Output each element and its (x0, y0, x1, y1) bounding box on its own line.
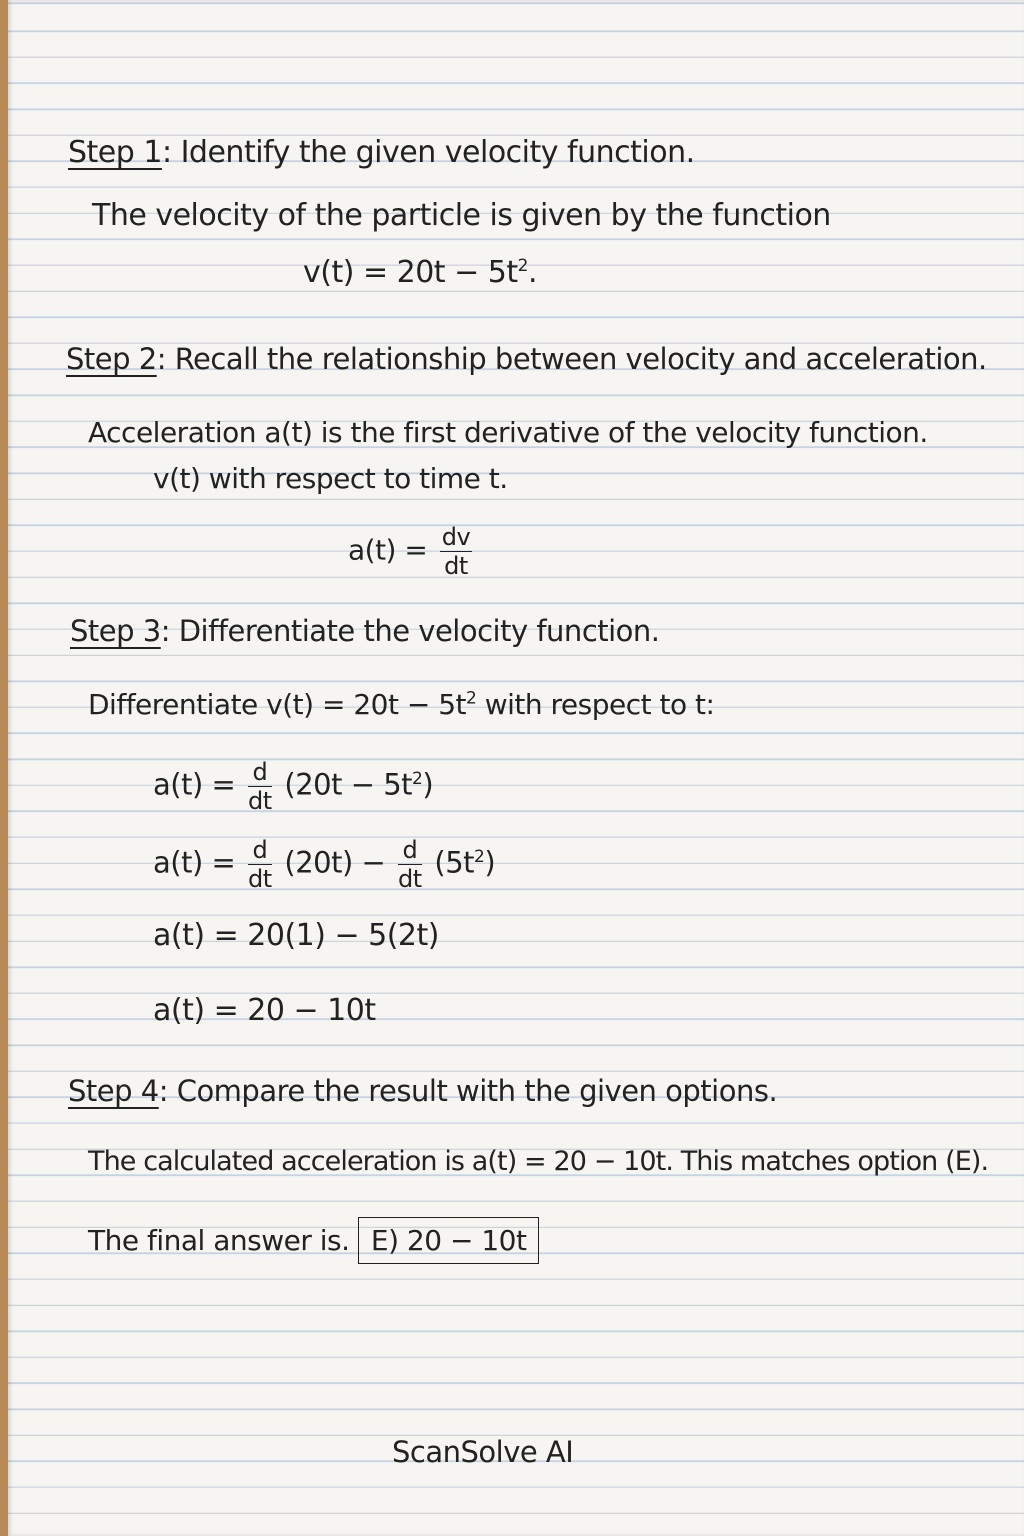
final-answer-box: E) 20 − 10t (358, 1217, 540, 1264)
final-answer-line (88, 1224, 539, 1257)
derivative-step-2: a(t) = $\frac{d}{dt}$ (20t) − $\frac{d}{dt}$ $(5t^2)$ (153, 836, 496, 893)
step4-label: Step 4 (68, 1074, 159, 1108)
step1-text: The velocity of the particle is given by the function (92, 198, 831, 233)
derivative-fraction: $\frac{dv}{dt}$ (441, 523, 471, 580)
step4-heading-text: : Compare the result with the given options. (158, 1074, 778, 1108)
step1-label: Step 1 (68, 135, 162, 170)
step2-heading (66, 342, 987, 376)
notebook-page (8, 0, 1024, 1536)
step1-heading (68, 135, 695, 170)
step2-text-line1: Acceleration a(t) is the first derivative of the velocity function. (88, 416, 928, 449)
step2-heading-text: : Recall the relationship between velocity and acceleration. (156, 342, 987, 376)
step2-label: Step 2 (66, 342, 157, 376)
step1-heading-text: : Identify the given velocity function. (161, 135, 695, 170)
derivative-step-3: a(t) = 20(1) − 5(2t) (153, 918, 439, 953)
step4-text: The calculated acceleration is a(t) = 20 − 10t. This matches option (E). (88, 1146, 989, 1177)
derivative-step-1: a(t) = $\frac{d}{dt}$ $(20t - 5t^2)$ (153, 758, 434, 815)
step3-heading (70, 614, 660, 648)
step3-label: Step 3 (70, 614, 161, 648)
step2-text-line2: v(t) with respect to time t. (153, 462, 508, 495)
derivative-result: a(t) = 20 − 10t (153, 993, 376, 1028)
velocity-equation: $v(t) = 20t - 5t^2$. (303, 255, 538, 290)
footer-brand: ScanSolve AI (392, 1435, 574, 1469)
acceleration-definition: a(t) = $\frac{dv}{dt}$ (348, 523, 471, 580)
final-answer-label: The final answer is. (88, 1224, 350, 1257)
step4-heading (68, 1074, 777, 1108)
step3-heading-text: : Differentiate the velocity function. (160, 614, 660, 648)
step3-text: Differentiate $v(t) = 20t - 5t^2$ with respect to t: (88, 688, 715, 721)
